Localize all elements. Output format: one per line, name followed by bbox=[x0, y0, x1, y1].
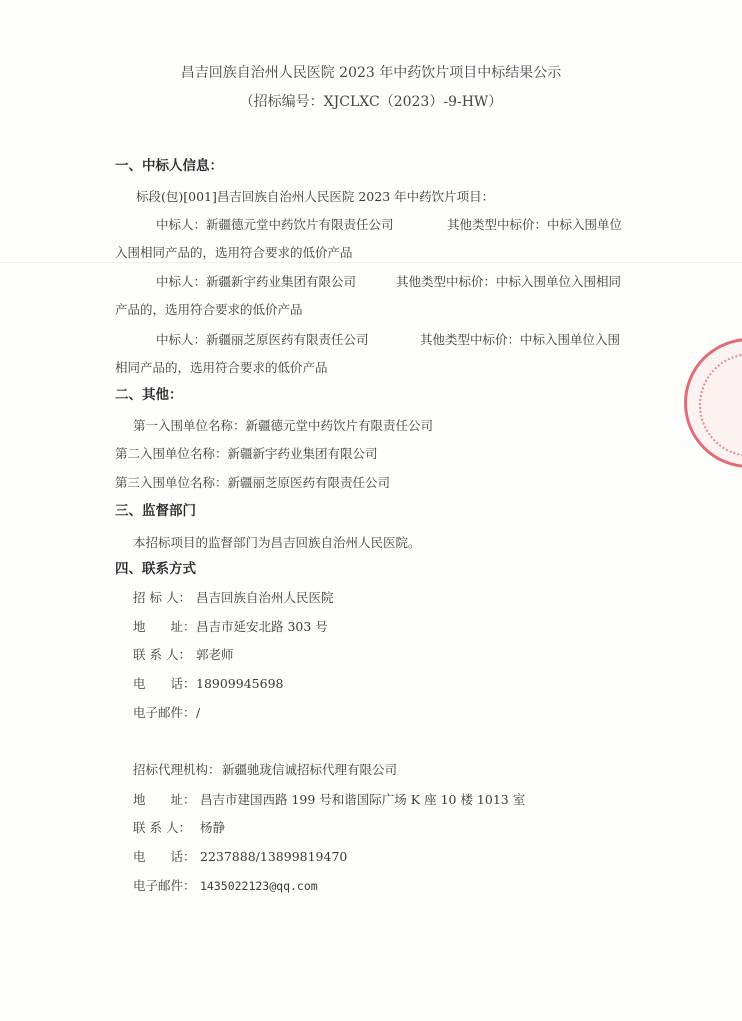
tenderer-address-value: 昌吉市延安北路 303 号 bbox=[196, 619, 328, 634]
tenderer-phone-value: 18909945698 bbox=[196, 676, 284, 691]
shortlist-2: 第二入围单位名称：新疆新宇药业集团有限公司 bbox=[115, 446, 378, 461]
section3-heading: 三、监督部门 bbox=[115, 503, 196, 519]
winner-2-name: 中标人：新疆新宇药业集团有限公司 bbox=[156, 274, 357, 289]
section2-heading: 二、其他： bbox=[115, 387, 183, 403]
shortlist-3: 第三入围单位名称：新疆丽芝原医药有限责任公司 bbox=[115, 475, 391, 490]
winner-2-price: 其他类型中标价：中标入围单位入围相同 bbox=[396, 274, 622, 289]
scan-artifact-line bbox=[0, 262, 742, 263]
tenderer-contact-value: 郭老师 bbox=[196, 647, 234, 662]
agency-contact-label: 联 系 人： bbox=[133, 820, 191, 835]
section1-heading: 一、中标人信息： bbox=[115, 158, 223, 174]
tenderer-address-label: 地 址： bbox=[133, 619, 196, 634]
tenderer-phone-label: 电 话： bbox=[133, 676, 196, 691]
shortlist-1: 第一入围单位名称：新疆德元堂中药饮片有限责任公司 bbox=[133, 418, 434, 433]
agency-contact-value: 杨静 bbox=[200, 820, 226, 835]
agency-email-value: 1435022123@qq.com bbox=[200, 879, 318, 893]
tenderer-label: 招 标 人： bbox=[133, 590, 191, 605]
tenderer-contact-label: 联 系 人： bbox=[133, 647, 191, 662]
winner-1-price: 其他类型中标价：中标入围单位 bbox=[447, 217, 623, 232]
tender-number: （招标编号：XJCLXC（2023）-9-HW） bbox=[239, 94, 503, 110]
agency-value: 新疆驰珑信诚招标代理有限公司 bbox=[222, 762, 398, 777]
agency-phone-value: 2237888/13899819470 bbox=[200, 849, 348, 864]
winner-3-price: 其他类型中标价：中标入围单位入围 bbox=[420, 332, 621, 347]
agency-address-value: 昌吉市建国西路 199 号和谐国际广场 K 座 10 楼 1013 室 bbox=[200, 792, 526, 807]
tenderer-email-label: 电子邮件： bbox=[133, 705, 196, 720]
section4-heading: 四、联系方式 bbox=[115, 561, 196, 577]
page-title: 昌吉回族自治州人民医院 2023 年中药饮片项目中标结果公示 bbox=[180, 65, 562, 81]
tenderer-email-value: / bbox=[196, 705, 201, 720]
agency-email-label: 电子邮件： bbox=[133, 878, 196, 893]
agency-phone-label: 电 话： bbox=[133, 849, 196, 864]
winner-3-price-cont: 相同产品的，选用符合要求的低价产品 bbox=[115, 360, 328, 375]
winner-3-name: 中标人：新疆丽芝原医药有限责任公司 bbox=[156, 332, 369, 347]
winner-1-name: 中标人：新疆德元堂中药饮片有限责任公司 bbox=[156, 217, 394, 232]
supervisor-text: 本招标项目的监督部门为昌吉回族自治州人民医院。 bbox=[133, 535, 421, 550]
agency-address-label: 地 址： bbox=[133, 792, 196, 807]
agency-label: 招标代理机构： bbox=[133, 762, 221, 777]
official-seal bbox=[684, 338, 742, 468]
tenderer-value: 昌吉回族自治州人民医院 bbox=[196, 590, 334, 605]
winner-2-price-cont: 产品的，选用符合要求的低价产品 bbox=[115, 302, 303, 317]
lot-line: 标段(包)[001]昌吉回族自治州人民医院 2023 年中药饮片项目： bbox=[136, 189, 495, 204]
winner-1-price-cont: 入围相同产品的，选用符合要求的低价产品 bbox=[115, 245, 353, 260]
